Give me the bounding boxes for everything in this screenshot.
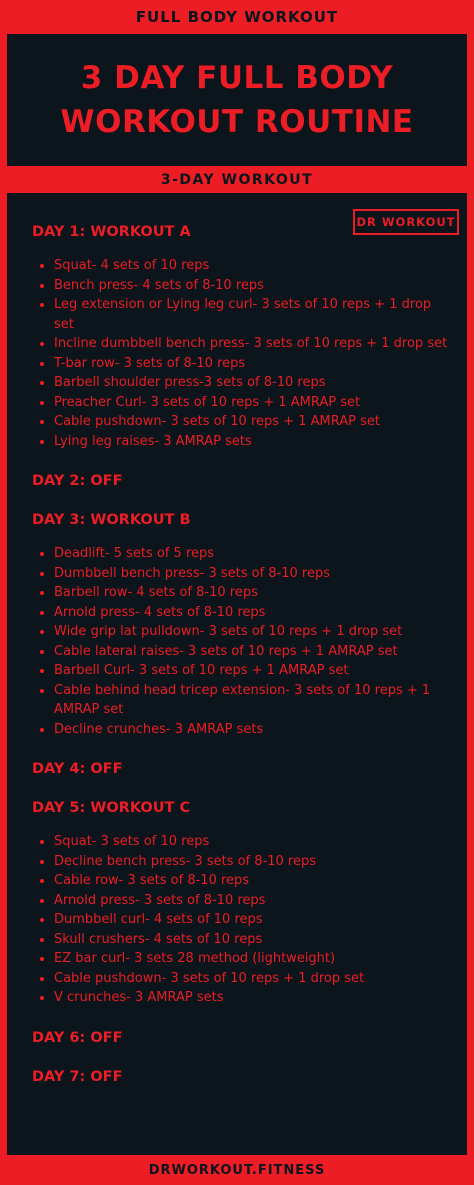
- spacer: [32, 493, 452, 508]
- workout-content: [32, 220, 452, 1089]
- sub-banner-text: 3-DAY WORKOUT: [160, 171, 314, 188]
- exercise-item: • Barbell shoulder press-3 sets of 8-10 reps: [54, 373, 452, 393]
- title-box: [7, 34, 467, 166]
- exercise-item: • Barbell row- 4 sets of 8-10 reps: [54, 583, 452, 603]
- day-6-heading: DAY 6: OFF: [32, 1029, 123, 1046]
- exercise-item: • Decline bench press- 3 sets of 8-10 reps: [54, 852, 452, 872]
- workout-panel: [7, 193, 467, 1155]
- day-2-heading: DAY 2: OFF: [32, 473, 123, 489]
- top-banner-text: FULL BODY WORKOUT: [135, 8, 339, 26]
- exercise-item: • Arnold press- 3 sets of 8-10 reps: [54, 891, 452, 911]
- exercise-item: • EZ bar curl- 3 sets 28 method (lightweight): [54, 949, 452, 969]
- exercise-item: • Squat- 4 sets of 10 reps: [54, 256, 452, 276]
- exercise-item: • Dumbbell curl- 4 sets of 10 reps: [54, 910, 452, 930]
- exercise-item: • Deadlift- 5 sets of 5 reps: [54, 544, 452, 564]
- exercise-item: • T-bar row- 3 sets of 8-10 reps: [54, 354, 452, 374]
- day-1-exercise-list: [32, 256, 452, 451]
- spacer: [32, 1050, 452, 1065]
- day-7-heading: DAY 7: OFF: [32, 1068, 123, 1085]
- exercise-item: • Bench press- 4 sets of 8-10 reps: [54, 276, 452, 296]
- exercise-item: • Decline crunches- 3 AMRAP sets: [54, 720, 452, 740]
- page-title-line-1: 3 DAY FULL BODY: [80, 60, 394, 96]
- exercise-item: • Barbell Curl- 3 sets of 10 reps + 1 AMRAP set: [54, 661, 452, 681]
- footer-banner: [0, 1155, 474, 1185]
- spacer: [32, 781, 452, 796]
- exercise-item: • Preacher Curl- 3 sets of 10 reps + 1 AMRAP set: [54, 393, 452, 413]
- page-title-line-2: WORKOUT ROUTINE: [60, 104, 414, 140]
- exercise-item: • Lying leg raises- 3 AMRAP sets: [54, 432, 452, 452]
- day-4-heading: DAY 4: OFF: [32, 761, 123, 777]
- day-1-heading: DAY 1: WORKOUT A: [32, 224, 191, 240]
- sub-banner: [0, 166, 474, 193]
- day-3-exercise-list: [32, 544, 452, 739]
- brand-badge-text: DR WORKOUT: [356, 215, 456, 229]
- day-5-heading: DAY 5: WORKOUT C: [32, 800, 191, 816]
- exercise-item: • Dumbbell bench press- 3 sets of 8-10 reps: [54, 564, 452, 584]
- exercise-item: • V crunches- 3 AMRAP sets: [54, 988, 452, 1008]
- exercise-item: • Wide grip lat pulldown- 3 sets of 10 reps + 1 drop set: [54, 622, 452, 642]
- footer-url: DRWORKOUT.FITNESS: [148, 1162, 326, 1178]
- exercise-item: • Squat- 3 sets of 10 reps: [54, 832, 452, 852]
- exercise-item: • Cable pushdown- 3 sets of 10 reps + 1 drop set: [54, 969, 452, 989]
- exercise-item: • Arnold press- 4 sets of 8-10 reps: [54, 603, 452, 623]
- top-banner: [0, 0, 474, 34]
- day-3-heading: DAY 3: WORKOUT B: [32, 512, 191, 528]
- exercise-item: • Cable row- 3 sets of 8-10 reps: [54, 871, 452, 891]
- day-5-exercise-list: [32, 832, 452, 1008]
- exercise-item: • Cable behind head tricep extension- 3 sets of 10 reps + 1 AMRAP set: [54, 681, 452, 720]
- exercise-item: • Cable lateral raises- 3 sets of 10 reps + 1 AMRAP set: [54, 642, 452, 662]
- exercise-item: • Incline dumbbell bench press- 3 sets of 10 reps + 1 drop set: [54, 334, 452, 354]
- exercise-item: • Skull crushers- 4 sets of 10 reps: [54, 930, 452, 950]
- exercise-item: • Leg extension or Lying leg curl- 3 sets of 10 reps + 1 drop set: [54, 295, 452, 334]
- exercise-item: • Cable pushdown- 3 sets of 10 reps + 1 AMRAP set: [54, 412, 452, 432]
